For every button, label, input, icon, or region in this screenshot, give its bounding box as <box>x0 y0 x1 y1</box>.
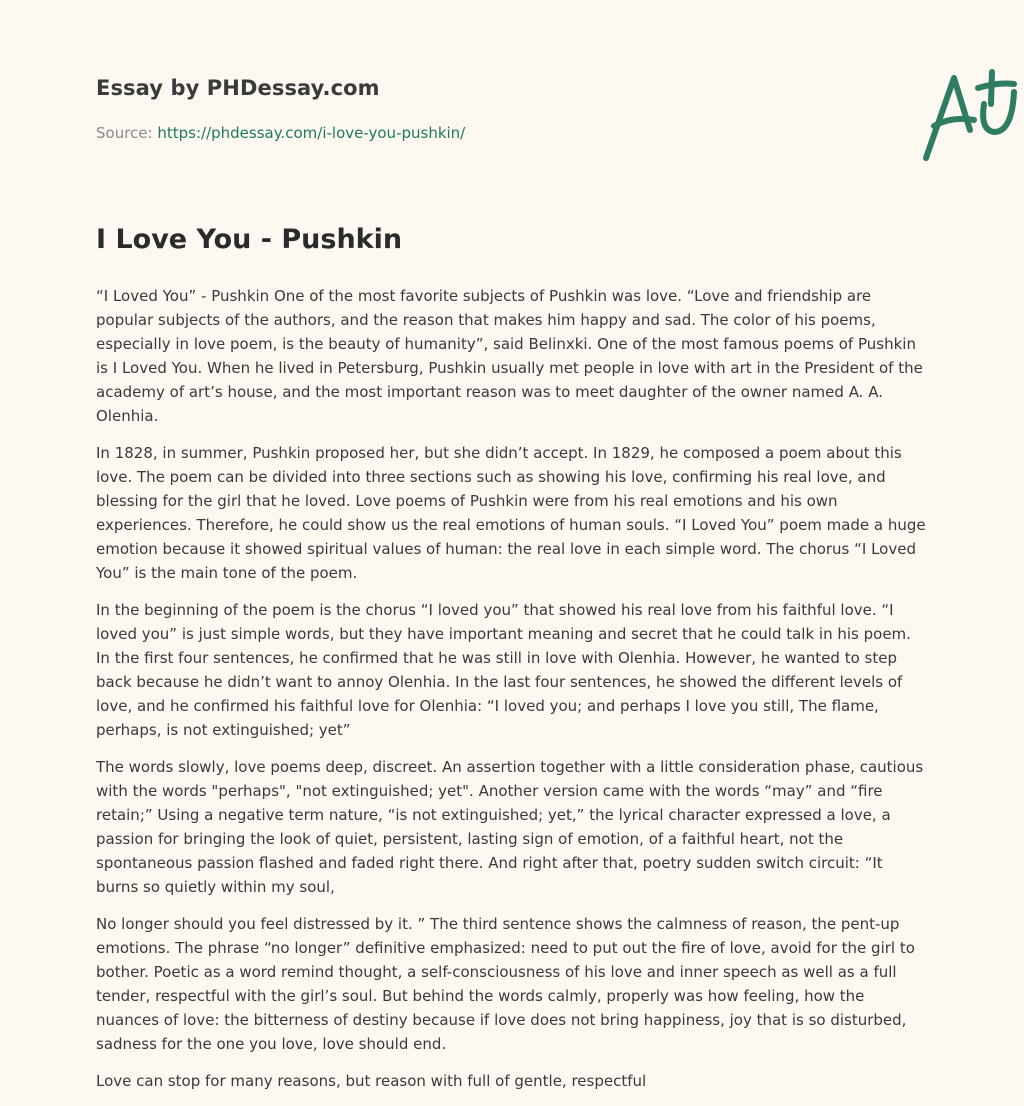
essay-paragraph: Love can stop for many reasons, but reason with full of gentle, respectful <box>96 1072 647 1090</box>
source-label: Source: <box>96 124 153 142</box>
essay-paragraph: The words slowly, love poems deep, discreet. An assertion together with a little consideration phase, cautious with the words "perhaps", "not extinguished; yet". Another version came with the words “may” and “fire retain;” Using a negative term nature, “is not extinguished; yet,” the lyrical character expressed a love, a passion for bringing the look of quiet, persistent, lasting sign of emotion, of a faithful heart, not the spontaneous passion flashed and faded right there. And right after that, poetry sudden switch circuit: “It burns so quietly within my soul, <box>96 758 924 896</box>
a-plus-grade-icon <box>918 68 1022 164</box>
source-line <box>96 124 465 142</box>
essay-paragraph: In the beginning of the poem is the chorus “I loved you” that showed his real love from his faithful love. “I loved you” is just simple words, but they have important meaning and secret that he could talk in his poem. In the first four sentences, he confirmed that he was still in love with Olenhia. However, he wanted to step back because he didn’t want to annoy Olenhia. In the last four sentences, he showed the different levels of love, and he confirmed his faithful love for Olenhia: “I loved you; and perhaps I love you still, The flame, perhaps, is not extinguished; yet” <box>96 601 911 739</box>
essay-paragraph: “I Loved You” - Pushkin One of the most favorite subjects of Pushkin was love. “Love and friendship are popular subjects of the authors, and the reason that makes him happy and sad. The color of his poems, especially in love poem, is the beauty of humanity”, said Belinxki. One of the most famous poems of Pushkin is I Loved You. When he lived in Petersburg, Pushkin usually met people in love with art in the President of the academy of art’s house, and the most important reason was to meet daughter of the owner named A. A. Olenhia. <box>96 287 923 425</box>
essay-paragraph: No longer should you feel distressed by it. ” The third sentence shows the calmness of reason, the pent-up emotions. The phrase “no longer” definitive emphasized: need to put out the fire of love, avoid for the girl to bother. Poetic as a word remind thought, a self-consciousness of his love and inner speech as well as a full tender, respectful with the girl’s soul. But behind the words calmly, properly was how feeling, how the nuances of love: the bitterness of destiny because if love does not bring happiness, joy that is so disturbed, sadness for the one you love, love should end. <box>96 915 915 1053</box>
site-brand: Essay by PHDessay.com <box>96 76 380 100</box>
essay-title: I Love You - Pushkin <box>96 224 403 255</box>
essay-body <box>96 284 928 1106</box>
source-link[interactable]: https://phdessay.com/i-love-you-pushkin/ <box>157 124 466 142</box>
essay-paragraph: In 1828, in summer, Pushkin proposed her, but she didn’t accept. In 1829, he composed a poem about this love. The poem can be divided into three sections such as showing his love, confirming his real love, and blessing for the girl that he loved. Love poems of Pushkin were from his real emotions and his own experiences. Therefore, he could show us the real emotions of human souls. “I Loved You” poem made a huge emotion because it showed spiritual values of human: the real love in each simple word. The chorus “I Loved You” is the main tone of the poem. <box>96 444 926 582</box>
